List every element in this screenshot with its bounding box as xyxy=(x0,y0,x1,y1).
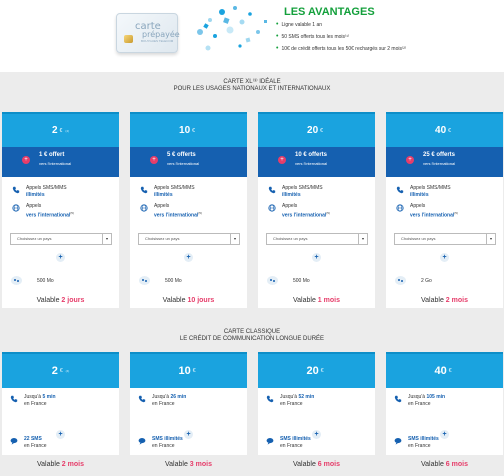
offer-amount: 10 € offerts xyxy=(295,152,328,158)
xl-plan-card xyxy=(130,112,247,259)
sms-icon xyxy=(10,437,18,445)
card-brand-line2: prépayée xyxy=(142,30,180,39)
classic-plan-price-header[interactable] xyxy=(2,352,119,388)
data-amount: 500 Mo xyxy=(165,278,182,284)
plan-features xyxy=(258,177,375,259)
globe-icon xyxy=(140,204,148,212)
feature-international: Appels vers l'international$^{(5)}$ xyxy=(140,203,202,220)
advantages-list xyxy=(276,19,406,55)
classic-plan-price-header[interactable] xyxy=(258,352,375,388)
plan-amount: 20 xyxy=(307,125,319,136)
gift-icon: + xyxy=(150,156,158,164)
plan-currency: € xyxy=(59,368,63,374)
feature-calls: Jusqu'à 26 min en France xyxy=(138,394,186,408)
plus-icon[interactable]: + xyxy=(56,253,65,262)
phone-icon xyxy=(396,186,404,194)
plan-features xyxy=(130,177,247,259)
feature-calls: Appels SMS/MMS illimités xyxy=(140,185,195,199)
advantage-item: • 10€ de crédit offerts tous les 50€ rechargés sur 2 mois⁽²⁾ xyxy=(276,43,406,55)
phone-icon xyxy=(268,186,276,194)
plan-amount: 2 xyxy=(51,125,58,136)
country-select[interactable]: Choisissez un pays ▾ xyxy=(266,233,368,245)
advantage-item: • Ligne valable 1 an xyxy=(276,19,406,31)
plan-footnote: (4) xyxy=(65,128,69,133)
plan-features xyxy=(2,177,119,259)
validity-value: 6 mois xyxy=(317,461,340,468)
validity: Valable 3 mois xyxy=(165,461,212,468)
globe-icon xyxy=(396,204,404,212)
data-icon xyxy=(395,276,406,285)
phone-icon xyxy=(394,395,402,403)
feature-calls: Jusqu'à 52 min en France xyxy=(266,394,314,408)
plan-currency: € xyxy=(320,368,324,374)
advantage-item: • 50 SMS offerts tous les mois⁽¹⁾ xyxy=(276,31,406,43)
offer-subtitle: vers l'international xyxy=(423,161,456,166)
plan-features xyxy=(386,177,503,259)
country-select[interactable]: Choisissez un pays ▾ xyxy=(138,233,240,245)
plan-amount: 40 xyxy=(434,365,447,377)
chevron-down-icon[interactable]: ▾ xyxy=(358,234,367,244)
international-offer-band xyxy=(258,147,375,177)
check-icon: • xyxy=(276,33,279,40)
validity-value: 6 mois xyxy=(445,461,468,468)
international-offer-band xyxy=(130,147,247,177)
feature-calls: Appels SMS/MMS illimités xyxy=(396,185,451,199)
hero-banner xyxy=(0,0,504,72)
classic-plan-features xyxy=(2,388,119,455)
validity: Valable 10 jours xyxy=(162,297,215,304)
feature-calls: Appels SMS/MMS illimités xyxy=(12,185,67,199)
phone-icon xyxy=(138,395,146,403)
validity-value: 2 mois xyxy=(61,461,84,468)
decorative-splash-icon xyxy=(180,2,275,67)
plan-price-header[interactable] xyxy=(258,112,375,147)
country-select[interactable]: Choisissez un pays ▾ xyxy=(394,233,496,245)
gift-icon: + xyxy=(278,156,286,164)
globe-icon xyxy=(268,204,276,212)
xl-plan-card xyxy=(258,112,375,259)
xl-plan-card xyxy=(2,112,119,259)
check-icon: • xyxy=(276,21,279,28)
plan-amount: 40 xyxy=(435,125,447,136)
plus-icon[interactable]: + xyxy=(440,253,449,262)
validity-value: 2 mois xyxy=(445,297,468,304)
plan-currency: € xyxy=(448,368,452,374)
offer-amount: 1 € offert xyxy=(39,152,65,158)
classic-plan-features xyxy=(258,388,375,455)
offer-subtitle: vers l'international xyxy=(39,161,72,166)
sms-icon xyxy=(394,437,402,445)
plan-price-header[interactable] xyxy=(386,112,503,147)
plan-amount: 10 xyxy=(179,125,191,136)
xl-section-title: CARTE XL⁽³⁾ IDÉALE POUR LES USAGES NATIONAUX ET INTERNATIONAUX xyxy=(173,79,331,92)
gift-icon: + xyxy=(22,156,30,164)
offer-subtitle: vers l'international xyxy=(167,161,200,166)
check-icon: • xyxy=(276,45,279,52)
validity: Valable 6 mois xyxy=(293,461,340,468)
feature-sms: SMS illimités en France xyxy=(394,436,439,450)
data-icon xyxy=(11,276,22,285)
validity-value: 1 mois xyxy=(317,297,340,304)
plan-price-header[interactable] xyxy=(2,112,119,147)
chevron-down-icon[interactable]: ▾ xyxy=(102,234,111,244)
classic-plan-features xyxy=(386,388,503,455)
feature-international: Appels vers l'international$^{(5)}$ xyxy=(396,203,458,220)
data-amount: 500 Mo xyxy=(293,278,310,284)
sms-icon xyxy=(266,437,274,445)
feature-sms: SMS illimités en France xyxy=(266,436,311,450)
offer-amount: 5 € offerts xyxy=(167,152,196,158)
validity: Valable 1 mois xyxy=(293,297,340,304)
plan-currency: € xyxy=(320,127,323,134)
country-select[interactable]: Choisissez un pays ▾ xyxy=(10,233,112,245)
plan-price-header[interactable] xyxy=(130,112,247,147)
validity: Valable 2 jours xyxy=(36,297,85,304)
plus-icon[interactable]: + xyxy=(184,253,193,262)
classic-plan-price-header[interactable] xyxy=(130,352,247,388)
plan-amount: 2 xyxy=(51,365,58,377)
data-amount: 2 Go xyxy=(421,278,432,284)
plan-currency: € xyxy=(192,127,195,134)
prepaid-card-image xyxy=(116,13,178,53)
offer-amount: 25 € offerts xyxy=(423,152,456,158)
card-brand-line3: BOUYGUES TELECOM xyxy=(141,39,174,43)
globe-icon xyxy=(12,204,20,212)
sim-chip-icon xyxy=(124,35,133,43)
validity-value: 2 jours xyxy=(61,297,85,304)
phone-icon xyxy=(10,395,18,403)
validity: Valable 2 mois xyxy=(37,461,84,468)
plus-icon[interactable]: + xyxy=(312,253,321,262)
feature-international: Appels vers l'international$^{(5)}$ xyxy=(12,203,74,220)
classic-section-title: CARTE CLASSIQUE LE CRÉDIT DE COMMUNICATION LONGUE DURÉE xyxy=(179,329,325,342)
gift-icon: + xyxy=(406,156,414,164)
advantages-title: LES AVANTAGES xyxy=(284,6,375,18)
feature-sms: SMS illimités en France xyxy=(138,436,183,450)
validity-value: 10 jours xyxy=(187,297,215,304)
data-icon xyxy=(139,276,150,285)
plan-currency: € xyxy=(448,127,451,134)
international-offer-band xyxy=(2,147,119,177)
validity: Valable 2 mois xyxy=(421,297,468,304)
card-brand-line1: carte xyxy=(135,21,161,32)
data-amount: 500 Mo xyxy=(37,278,54,284)
sms-icon xyxy=(138,437,146,445)
plus-icon[interactable]: + xyxy=(440,430,449,439)
offer-subtitle: vers l'international xyxy=(295,161,328,166)
xl-plan-card xyxy=(386,112,503,259)
international-offer-band xyxy=(386,147,503,177)
classic-plan-features xyxy=(130,388,247,455)
feature-calls: Jusqu'à 105 min en France xyxy=(394,394,445,408)
feature-sms: 22 SMS en France xyxy=(10,436,47,450)
phone-icon xyxy=(266,395,274,403)
validity: Valable 6 mois xyxy=(421,461,468,468)
validity-value: 3 mois xyxy=(189,461,212,468)
plus-icon[interactable]: + xyxy=(184,430,193,439)
plus-icon[interactable]: + xyxy=(312,430,321,439)
plan-amount: 20 xyxy=(306,365,319,377)
data-icon xyxy=(267,276,278,285)
feature-calls: Jusqu'à 5 min en France xyxy=(10,394,56,408)
plan-currency: € xyxy=(192,368,196,374)
phone-icon xyxy=(12,186,20,194)
plan-amount: 10 xyxy=(178,365,191,377)
classic-plan-price-header[interactable] xyxy=(386,352,503,388)
chevron-down-icon[interactable]: ▾ xyxy=(486,234,495,244)
plan-footnote: (4) xyxy=(65,369,70,373)
feature-international: Appels vers l'international$^{(5)}$ xyxy=(268,203,330,220)
plus-icon[interactable]: + xyxy=(56,430,65,439)
chevron-down-icon[interactable]: ▾ xyxy=(230,234,239,244)
plan-currency: € xyxy=(59,127,63,134)
feature-calls: Appels SMS/MMS illimités xyxy=(268,185,323,199)
phone-icon xyxy=(140,186,148,194)
